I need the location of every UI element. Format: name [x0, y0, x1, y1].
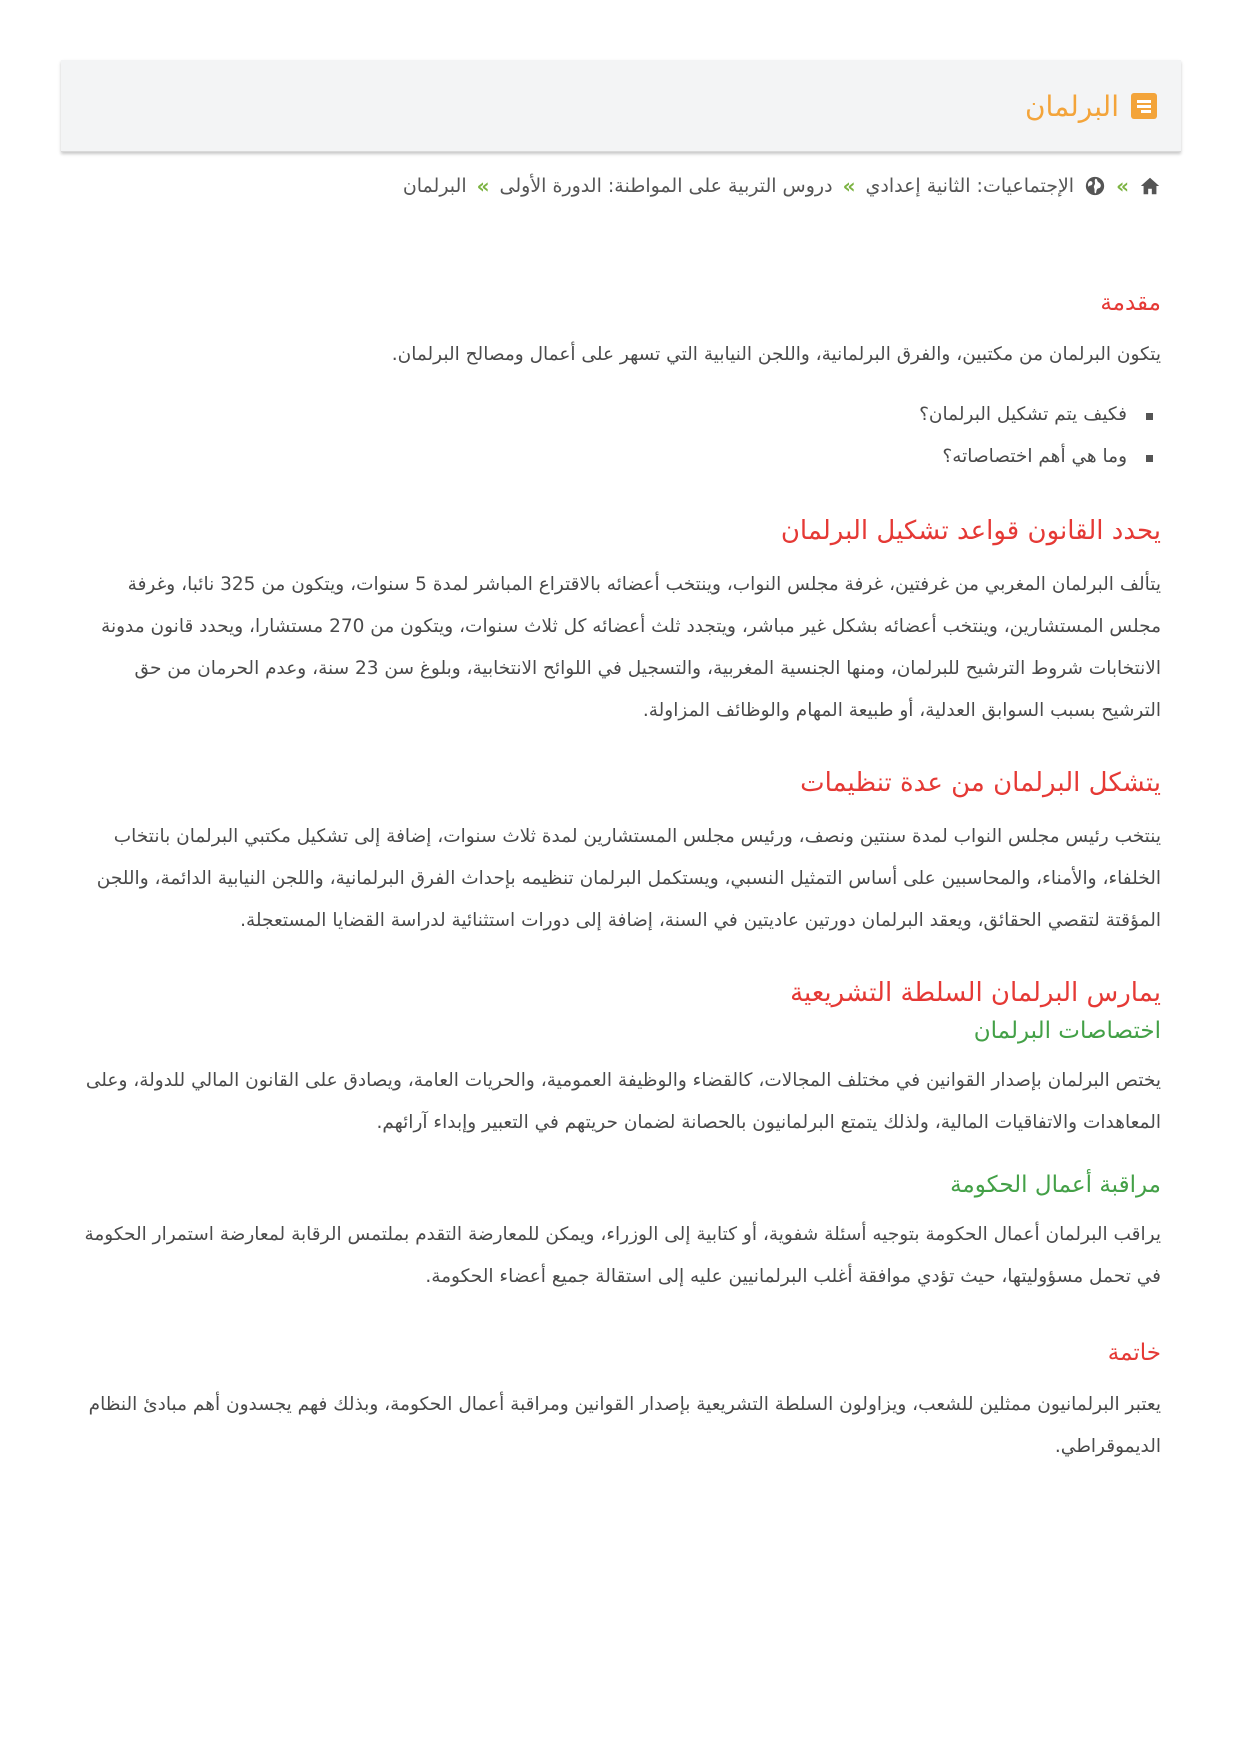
list-item: وما هي أهم اختصاصاته؟ [71, 436, 1161, 478]
oversight-text: يراقب البرلمان أعمال الحكومة بتوجيه أسئلة شفوية، أو كتابية إلى الوزراء، ويمكن للمعارضة التقدم بملتمس الرقابة لمعارضة استمرار الحكومة في تحمل مسؤوليتها، حيث تؤدي موافقة أغلب البرلمانيين عليه إلى استقالة جميع أعضاء الحكومة. [84, 1224, 1161, 1287]
conclusion-text: يعتبر البرلمانيون ممثلين للشعب، ويزاولون السلطة التشريعية بإصدار القوانين ومراقبة أعمال الحكومة، وبذلك فهم يجسدون أهم مبادئ النظام الديموقراطي. [88, 1394, 1161, 1457]
home-icon[interactable] [1139, 175, 1161, 197]
oversight-title: مراقبة أعمال الحكومة [950, 1172, 1161, 1198]
conclusion-title: خاتمة [1107, 1340, 1161, 1366]
legislative-title: يمارس البرلمان السلطة التشريعية [790, 978, 1161, 1008]
competences-title: اختصاصات البرلمان [973, 1018, 1161, 1044]
page-header [61, 60, 1181, 152]
organizations-title: يتشكل البرلمان من عدة تنظيمات [800, 768, 1161, 798]
breadcrumb-item-current: البرلمان [402, 175, 467, 197]
intro-title: مقدمة [1100, 290, 1161, 316]
list-item: فكيف يتم تشكيل البرلمان؟ [71, 394, 1161, 436]
intro-questions [71, 394, 1161, 478]
lesson-content [71, 290, 1161, 1468]
competences-text: يختص البرلمان بإصدار القوانين في مختلف المجالات، كالقضاء والوظيفة العمومية، والحريات العامة، ويصادق على القانون المالي للدولة، وعلى المعاهدات والاتفاقيات المالية، ولذلك يتمتع البرلمانيون بالحصانة لضمان حريتهم في التعبير وإبداء آرائهم. [85, 1070, 1161, 1133]
breadcrumb-separator: » [842, 174, 856, 198]
breadcrumb-item-subject[interactable]: الإجتماعيات: الثانية إعدادي [865, 175, 1075, 197]
formation-rules-text: يتألف البرلمان المغربي من غرفتين، غرفة مجلس النواب، وينتخب أعضائه بالاقتراع المباشر لمدة 5 سنوات، ويتكون من 325 نائبا، وغرفة مجلس المستشارين، وينتخب أعضائه بشكل غير مباشر، ويتجدد ثلث أعضائه كل ثلاث سنوات، ويتكون من 270 مستشارا، ويحدد قانون مدونة الانتخابات شروط الترشيح للبرلمان، ومنها الجنسية المغربية، والتسجيل في اللوائح الانتخابية، وبلوغ سن 23 سنة، وعدم الحرمان من حق الترشيح بسبب السوابق العدلية، أو طبيعة المهام والوظائف المزاولة. [101, 574, 1161, 721]
document-icon [1131, 93, 1157, 119]
globe-icon [1084, 175, 1106, 197]
breadcrumb-separator: » [1116, 174, 1129, 198]
intro-text: يتكون البرلمان من مكتبين، والفرق البرلمانية، واللجن النيابية التي تسهر على أعمال ومصالح البرلمان. [391, 344, 1161, 365]
breadcrumb [403, 174, 1161, 198]
formation-rules-title: يحدد القانون قواعد تشكيل البرلمان [780, 516, 1161, 546]
page-header-inner [1025, 60, 1157, 152]
organizations-text: ينتخب رئيس مجلس النواب لمدة سنتين ونصف، ورئيس مجلس المستشارين لمدة ثلاث سنوات، إضافة إلى تشكيل مكتبي البرلمان بانتخاب الخلفاء، والأمناء، والمحاسبين على أساس التمثيل النسبي، ويستكمل البرلمان تنظيمه بإحداث الفرق البرلمانية، واللجن النيابية الدائمة، واللجن المؤقتة لتقصي الحقائق، ويعقد البرلمان دورتين عاديتين في السنة، إضافة إلى دورات استثنائية لدراسة القضايا المستعجلة. [96, 826, 1161, 931]
page-title: البرلمان [1024, 89, 1119, 123]
breadcrumb-separator: » [476, 174, 490, 198]
breadcrumb-item-course[interactable]: دروس التربية على المواطنة: الدورة الأولى [499, 175, 833, 197]
